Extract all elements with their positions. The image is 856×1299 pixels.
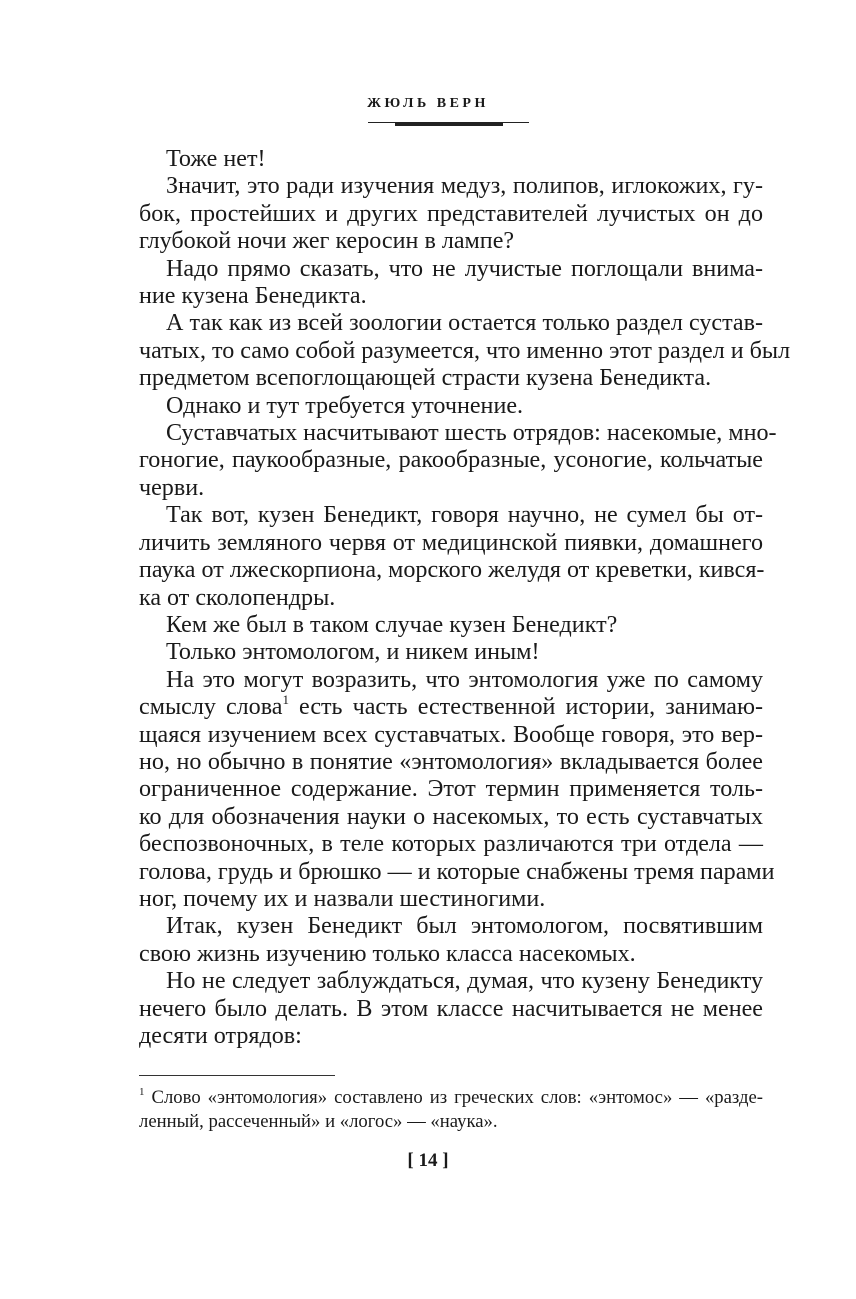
text-line <box>139 913 763 940</box>
text-line <box>139 557 763 584</box>
text-line-content: есть часть естественной истории, занимаю- <box>288 694 764 721</box>
text-line-content: Так вот, кузен Бенедикт, говоря научно, не сумел бы от- <box>166 502 763 529</box>
text-line-content: Итак, кузен Бенедикт был энтомологом, посвятившим <box>166 913 763 940</box>
running-title: ЖЮЛЬ ВЕРН <box>367 96 489 111</box>
text-line-content: голова, грудь и брюшко — и которые снабжены тремя парами <box>139 858 775 885</box>
text-line <box>139 722 763 749</box>
text-line-content: ко для обозначения науки о насекомых, то есть суставчатых <box>139 803 763 830</box>
text-line <box>139 530 763 557</box>
text-line <box>139 365 763 392</box>
text-line <box>139 667 763 694</box>
footnote-line <box>139 1086 763 1110</box>
text-line <box>139 337 791 365</box>
text-line <box>139 996 763 1023</box>
text-line-content: Кем же был в таком случае кузен Бенедикт? <box>166 611 618 638</box>
text-line-content: свою жизнь изучению только класса насекомых. <box>139 940 636 967</box>
footnote-rule <box>139 1075 335 1076</box>
text-line <box>139 201 763 228</box>
text-line-content: ние кузена Бенедикта. <box>139 283 367 310</box>
text-line <box>139 475 763 502</box>
text-line-content: чатых, то само собой разумеется, что именно этот раздел и был <box>139 337 791 364</box>
text-line <box>139 310 763 337</box>
footnote-reference: 1 <box>282 692 289 708</box>
text-line-content: но, но обычно в понятие «энтомология» вкладывается более <box>139 748 763 775</box>
text-line-content: черви. <box>139 474 205 501</box>
text-line <box>139 1023 763 1050</box>
text-line <box>139 831 763 858</box>
text-line <box>139 694 763 721</box>
header-rule-thick <box>395 122 503 126</box>
text-line <box>139 776 763 803</box>
text-line-content: смыслу слова <box>139 694 283 721</box>
footnote-marker: 1 <box>139 1086 145 1098</box>
text-line-content: десяти отрядов: <box>139 1023 302 1049</box>
text-line-content: Но не следует заблуждаться, думая, что кузену Бенедикту <box>166 968 763 995</box>
text-line <box>139 228 763 255</box>
text-line <box>139 256 763 283</box>
text-line-content: ног, почему их и назвали шестиногими. <box>139 885 546 912</box>
footnote <box>139 1086 763 1133</box>
text-line <box>139 173 763 200</box>
text-line-content: На это могут возразить, что энтомология уже по самому <box>166 666 763 693</box>
text-line <box>139 858 775 886</box>
text-line <box>139 283 763 310</box>
running-header <box>0 92 856 112</box>
text-line-content: Суставчатых насчитывают шесть отрядов: насекомые, мно- <box>166 420 777 447</box>
text-line-content: предметом всепоглощающей страсти кузена Бенедикта. <box>139 365 712 392</box>
text-line-content: нечего было делать. В этом классе насчитывается не менее <box>139 995 763 1022</box>
text-line <box>139 804 763 831</box>
page-number: [ 14 ] <box>407 1150 449 1171</box>
text-line-content: гоногие, паукообразные, ракообразные, усоногие, кольчатые <box>139 447 763 474</box>
text-line-content: Однако и тут требуется уточнение. <box>166 392 524 419</box>
text-line <box>139 968 763 995</box>
text-line <box>139 639 763 666</box>
text-line <box>139 749 763 776</box>
text-line <box>139 420 777 447</box>
text-line <box>139 447 763 474</box>
footnote-text: Слово «энтомология» составлено из греческих слов: «энтомос» — «разде- <box>144 1087 763 1108</box>
text-line-content: личить земляного червя от медицинской пиявки, домашнего <box>139 529 763 556</box>
footnote-line: ленный, рассеченный» и «логос» — «наука». <box>139 1110 498 1132</box>
text-line-content: А так как из всей зоологии остается только раздел сустав- <box>166 310 763 337</box>
text-line-content: глубокой ночи жег керосин в лампе? <box>139 228 515 255</box>
text-line-content: ка от сколопендры. <box>139 584 336 611</box>
text-line-content: беспозвоночных, в теле которых различаются три отдела — <box>139 831 763 858</box>
text-line <box>139 146 763 173</box>
text-line <box>139 886 763 913</box>
text-line <box>139 941 763 968</box>
text-line-content: ограниченное содержание. Этот термин применяется толь- <box>139 776 763 803</box>
text-line-content: Значит, это ради изучения медуз, полипов, иглокожих, гу- <box>166 173 763 200</box>
text-line-content: бок, простейших и других представителей лучистых он до <box>139 200 763 227</box>
text-line <box>139 393 763 420</box>
text-line-content: паука от лжескорпиона, морского желудя от креветки, кився- <box>139 557 765 584</box>
text-line-content: Тоже нет! <box>166 146 266 172</box>
text-line <box>139 585 763 612</box>
text-line-content: щаяся изучением всех суставчатых. Вообще говоря, это вер- <box>139 721 763 748</box>
text-line-content: Надо прямо сказать, что не лучистые поглощали внима- <box>166 255 763 282</box>
body-text <box>139 146 791 1050</box>
text-line <box>139 612 763 639</box>
text-line-content: Только энтомологом, и никем иным! <box>166 639 540 666</box>
text-line <box>139 502 763 529</box>
